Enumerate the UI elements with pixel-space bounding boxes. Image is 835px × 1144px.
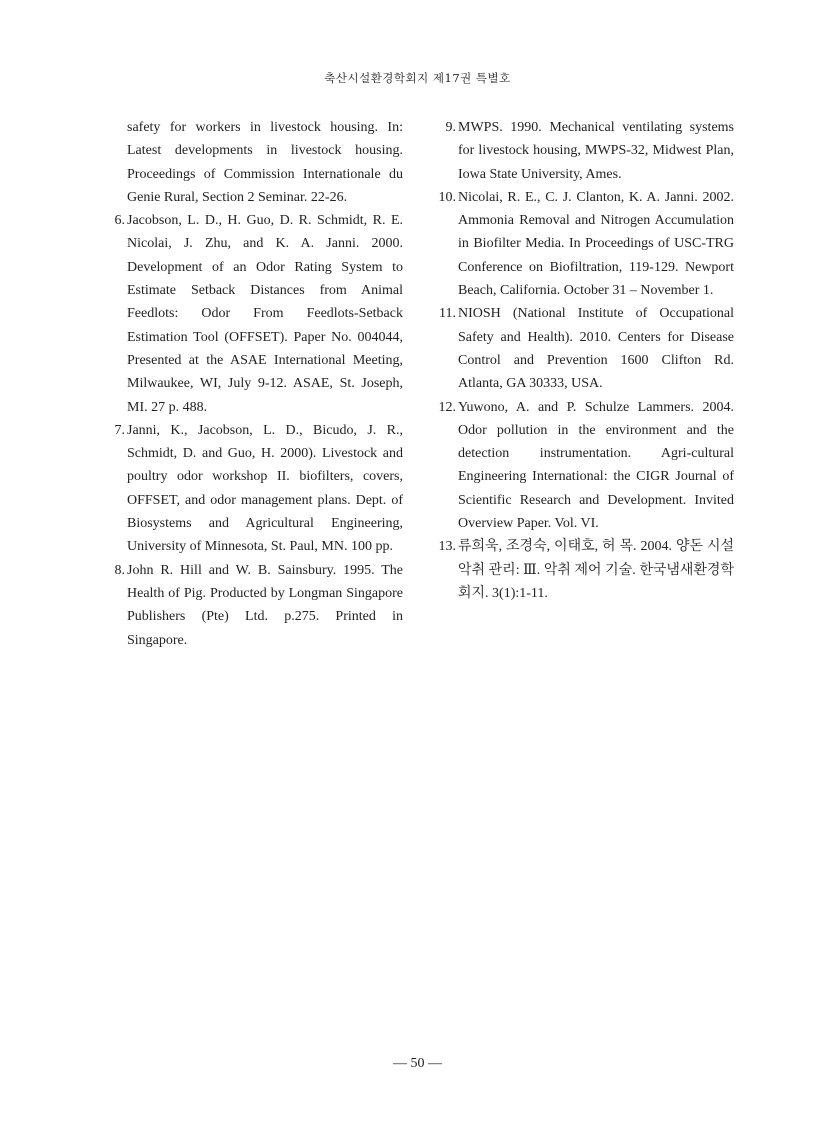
reference-text: Janni, K., Jacobson, L. D., Bicudo, J. R., Schmidt, D. and Guo, H. 2000). Livestock and poultry odor workshop II. biofilters, covers, OFFSET, and odor management plans. Dept. of Biosystems and Agricultural Engineering, University of Minnesota, St. Paul, MN. 100 pp. — [127, 422, 403, 555]
reference-item — [107, 419, 403, 559]
reference-number: 13. — [438, 539, 456, 555]
reference-item — [438, 186, 734, 302]
reference-item — [107, 559, 403, 652]
reference-number: 8. — [114, 562, 125, 578]
reference-text: safety for workers in livestock housing. In: Latest developments in livestock housing. Proceedings of Commission Internationale du Genie Rural, Section 2 Seminar. 22-26. — [127, 120, 403, 205]
reference-text: 류희욱, 조경숙, 이태호, 허 목. 2004. 양돈 시설 악취 관리: Ⅲ. 악취 제어 기술. 한국냄새환경학회지. 3(1):1-11. — [458, 539, 734, 601]
reference-item — [438, 302, 734, 395]
reference-number: 11. — [439, 306, 456, 322]
page-number: ― 50 ― — [393, 1056, 442, 1071]
reference-number: 9. — [445, 120, 456, 135]
reference-text: Nicolai, R. E., C. J. Clanton, K. A. Janni. 2002. Ammonia Removal and Nitrogen Accumulation in Biofilter Media. In Proceedings of USC-TRG Conference on Biofiltration, 119-129. Newport Beach, California. October 31 – November 1. — [458, 189, 734, 299]
reference-number: 7. — [114, 422, 125, 438]
references-right-column — [438, 116, 734, 605]
reference-item — [438, 396, 734, 536]
reference-item — [438, 116, 734, 186]
reference-number: 12. — [438, 399, 456, 415]
reference-number: 6. — [114, 213, 125, 229]
reference-text: Yuwono, A. and P. Schulze Lammers. 2004. Odor pollution in the environment and the detection instrumentation. Agri-cultural Engineering International: the CIGR Journal of Scientific Research and Development. Invited Overview Paper. Vol. VI. — [458, 399, 734, 532]
running-header: 축산시설환경학회지 제17권 특별호 — [324, 71, 511, 85]
reference-item — [438, 535, 734, 605]
reference-text: MWPS. 1990. Mechanical ventilating systems for livestock housing, MWPS-32, Midwest Plan, Iowa State University, Ames. — [458, 120, 734, 182]
reference-text: NIOSH (National Institute of Occupational Safety and Health). 2010. Centers for Disease Control and Prevention 1600 Clifton Rd. Atlanta, GA 30333, USA. — [458, 306, 734, 392]
reference-item — [107, 116, 403, 209]
reference-item — [107, 209, 403, 419]
reference-number: 10. — [438, 189, 456, 205]
reference-text: Jacobson, L. D., H. Guo, D. R. Schmidt, R. E. Nicolai, J. Zhu, and K. A. Janni. 2000. Development of an Odor Rating System to Estimate Setback Distances from Animal Feedlots: Odor From Feedlots-Setback Estimation Tool (OFFSET). Paper No. 004044, Presented at the ASAE International Meeting, Milwaukee, WI, July 9-12. ASAE, St. Joseph, MI. 27 p. 488. — [127, 213, 403, 415]
references-left-column — [107, 116, 403, 652]
reference-text: John R. Hill and W. B. Sainsbury. 1995. The Health of Pig. Producted by Longman Singapore Publishers (Pte) Ltd. p.275. Printed in Singapore. — [127, 562, 403, 648]
